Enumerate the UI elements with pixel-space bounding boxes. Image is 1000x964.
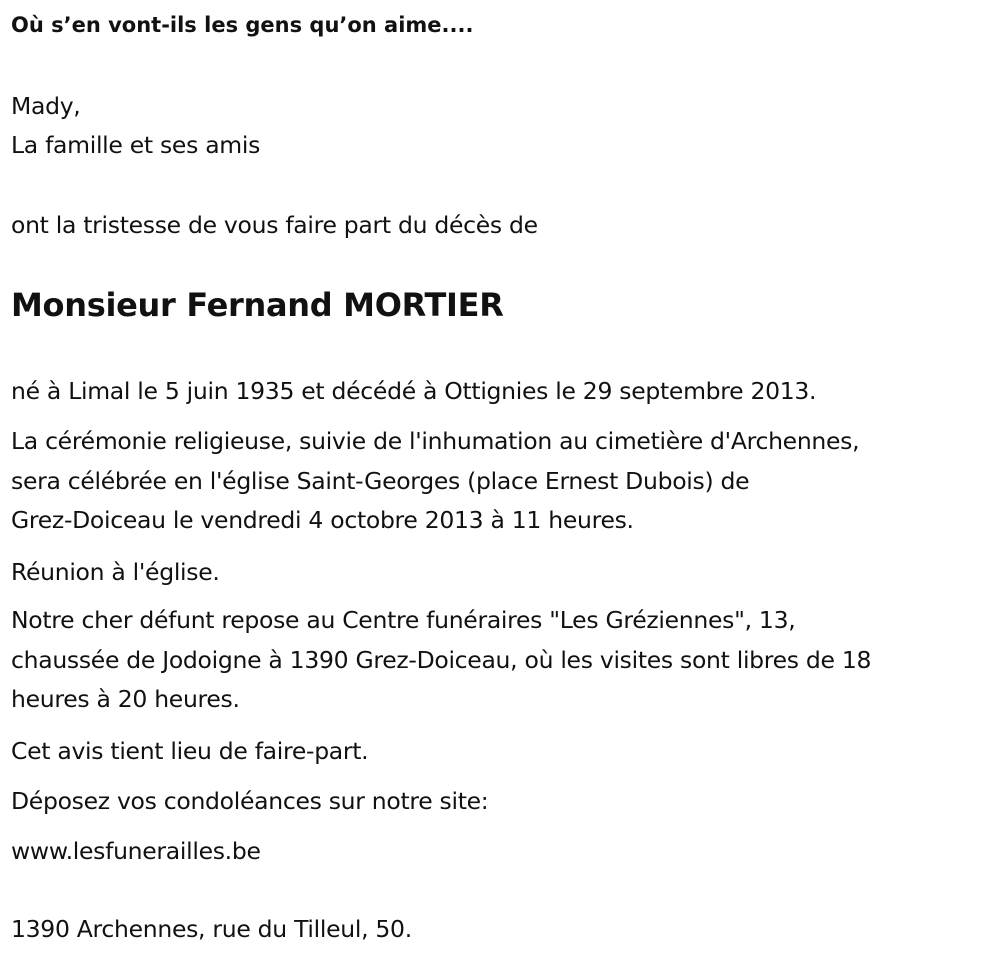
address-text: 1390 Archennes, rue du Tilleul, 50. [11,915,412,943]
ceremony-line: Grez-Doiceau le vendredi 4 octobre 2013 à 11 heures. [11,506,634,534]
header-quote: Où s’en vont-ils les gens qu’on aime.... [11,13,474,37]
signatory-mady: Mady, [11,92,81,120]
meeting-text: Réunion à l'église. [11,558,220,586]
website-link[interactable]: www.lesfunerailles.be [11,837,261,865]
birth-death-text: né à Limal le 5 juin 1935 et décédé à Ottignies le 29 septembre 2013. [11,377,817,405]
viewing-line: heures à 20 heures. [11,685,240,713]
ceremony-line: La cérémonie religieuse, suivie de l'inhumation au cimetière d'Archennes, [11,427,860,455]
viewing-line: chaussée de Jodoigne à 1390 Grez-Doiceau, où les visites sont libres de 18 [11,645,872,674]
signatory-family: La famille et ses amis [11,131,261,159]
condolences-text: Déposez vos condoléances sur notre site: [11,787,489,815]
viewing-paragraph [11,601,871,720]
viewing-line: Notre cher défunt repose au Centre funéraires "Les Gréziennes", 13, [11,606,796,634]
ceremony-line: sera célébrée en l'église Saint-Georges (place Ernest Dubois) de [11,466,750,495]
notice-text: Cet avis tient lieu de faire-part. [11,737,369,765]
ceremony-paragraph [11,422,859,541]
announcement-text: ont la tristesse de vous faire part du décès de [11,211,538,239]
deceased-name: Monsieur Fernand MORTIER [11,286,504,324]
